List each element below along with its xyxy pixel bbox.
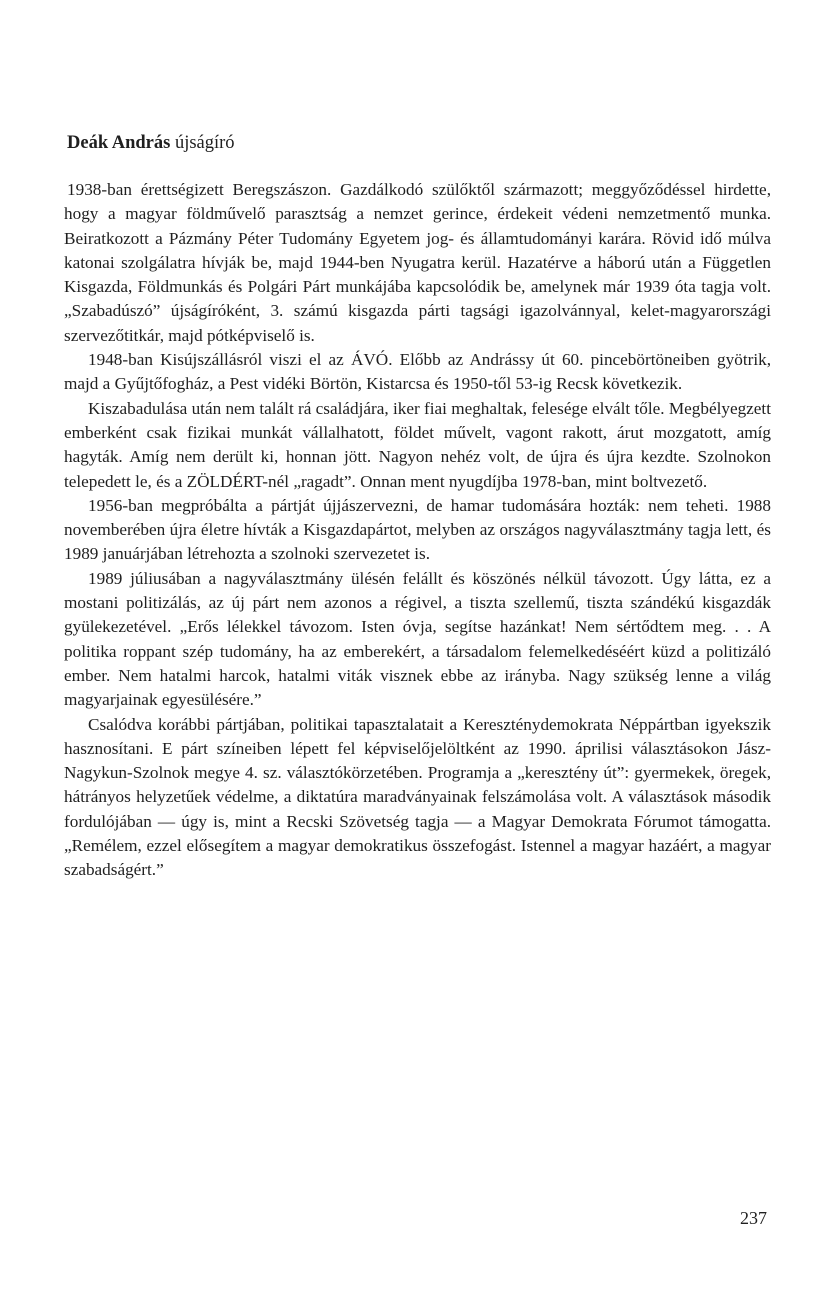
paragraph-early-life: 1938-ban érettségizett Beregszászon. Gazdálkodó szülőktől származott; meggyőződéssel hirdette, hogy a magyar földművelő parasztság a nemzet gerince, érdekeit védeni nemzetmentő munka. Beiratkozott a Pázmány Péter Tudomány Egyetem jog- és államtudományi karára. Rövid idő múlva katonai szolgálatra hívják be, majd 1944-ben Nyugatra kerül. Hazatérve a háború után a Független Kisgazda, Földmunkás és Polgári Párt munkájába kapcsolódik be, amelynek már 1939 óta tagja volt. „Szabadúszó” újságíróként, 3. számú kisgazda párti tagsági igazolvánnyal, kelet-magyarországi szervezőtitkár, majd pótképviselő is. <box>64 180 771 345</box>
paragraph-kdnp: Csalódva korábbi pártjában, politikai tapasztalatait a Kereszténydemokrata Néppártban igyekszik hasznosítani. E párt színeiben lépett fel képviselőjelöltként az 1990. áprilisi választásokon Jász-Nagykun-Szolnok megye 4. sz. választókörzetében. Programja a „keresztény út”: gyermekek, öregek, hátrányos helyzetűek védelme, a diktatúra maradványainak felszámolása volt. A választások második fordulójában — úgy is, mint a Recski Szövetség tagja — a Magyar Demokrata Fórumot támogatta. „Remélem, ezzel elősegítem a magyar demokratikus összefogást. Istennel a magyar hazáért, a magyar szabadságért.” <box>64 714 771 880</box>
page-number: 237 <box>740 1208 767 1228</box>
biography-text <box>64 178 771 883</box>
paragraph-departure: 1989 júliusában a nagyválasztmány ülésén felállt és köszönés nélkül távozott. Úgy látta, ez a mostani politizálás, az új párt nem azonos a régivel, a tiszta szellemű, tiszta szándékú kisgazdák gyülekezetével. „Erős lélekkel távozom. Isten óvja, segítse hazánkat! Nem sértődtem meg. . . A politika roppant szép tudomány, ha az emberekért, a társadalom felemelkedéséért küzd a politizáló ember. Nem hatalmi harcok, hatalmi viták visznek ebbe az irányba. Nagy szükség lenne a világ magyarjainak egyesülésére.” <box>64 568 771 710</box>
paragraph-reorganization: 1956-ban megpróbálta a pártját újjászervezni, de hamar tudomására hozták: nem teheti. 1988 novemberében újra életre hívták a Kisgazdapártot, melyben az országos nagyválasztmány tagja lett, és 1989 januárjában létrehozta a szolnoki szervezetet is. <box>64 495 771 564</box>
page-content <box>64 130 771 883</box>
person-occupation: újságíró <box>174 133 235 153</box>
person-name: Deák András <box>67 133 171 153</box>
paragraph-arrest: 1948-ban Kisújszállásról viszi el az ÁVÓ. Előbb az Andrássy út 60. pincebörtöneiben gyötrik, majd a Gyűjtőfogház, a Pest vidéki Börtön, Kistarcsa és 1950-től 53-ig Recsk következik. <box>64 350 771 394</box>
entry-heading <box>67 130 771 156</box>
paragraph-release: Kiszabadulása után nem talált rá családjára, iker fiai meghaltak, felesége elvált tőle. Megbélyegzett emberként csak fizikai munkát vállalhatott, földet művelt, vagont rakott, árut mozgatott, amíg hagyták. Amíg nem derült ki, honnan jött. Nagyon nehéz volt, de újra és újra kezdte. Szolnokon telepedett le, és a ZÖLDÉRT-nél „ragadt”. Onnan ment nyugdíjba 1978-ban, mint boltvezető. <box>64 398 771 491</box>
